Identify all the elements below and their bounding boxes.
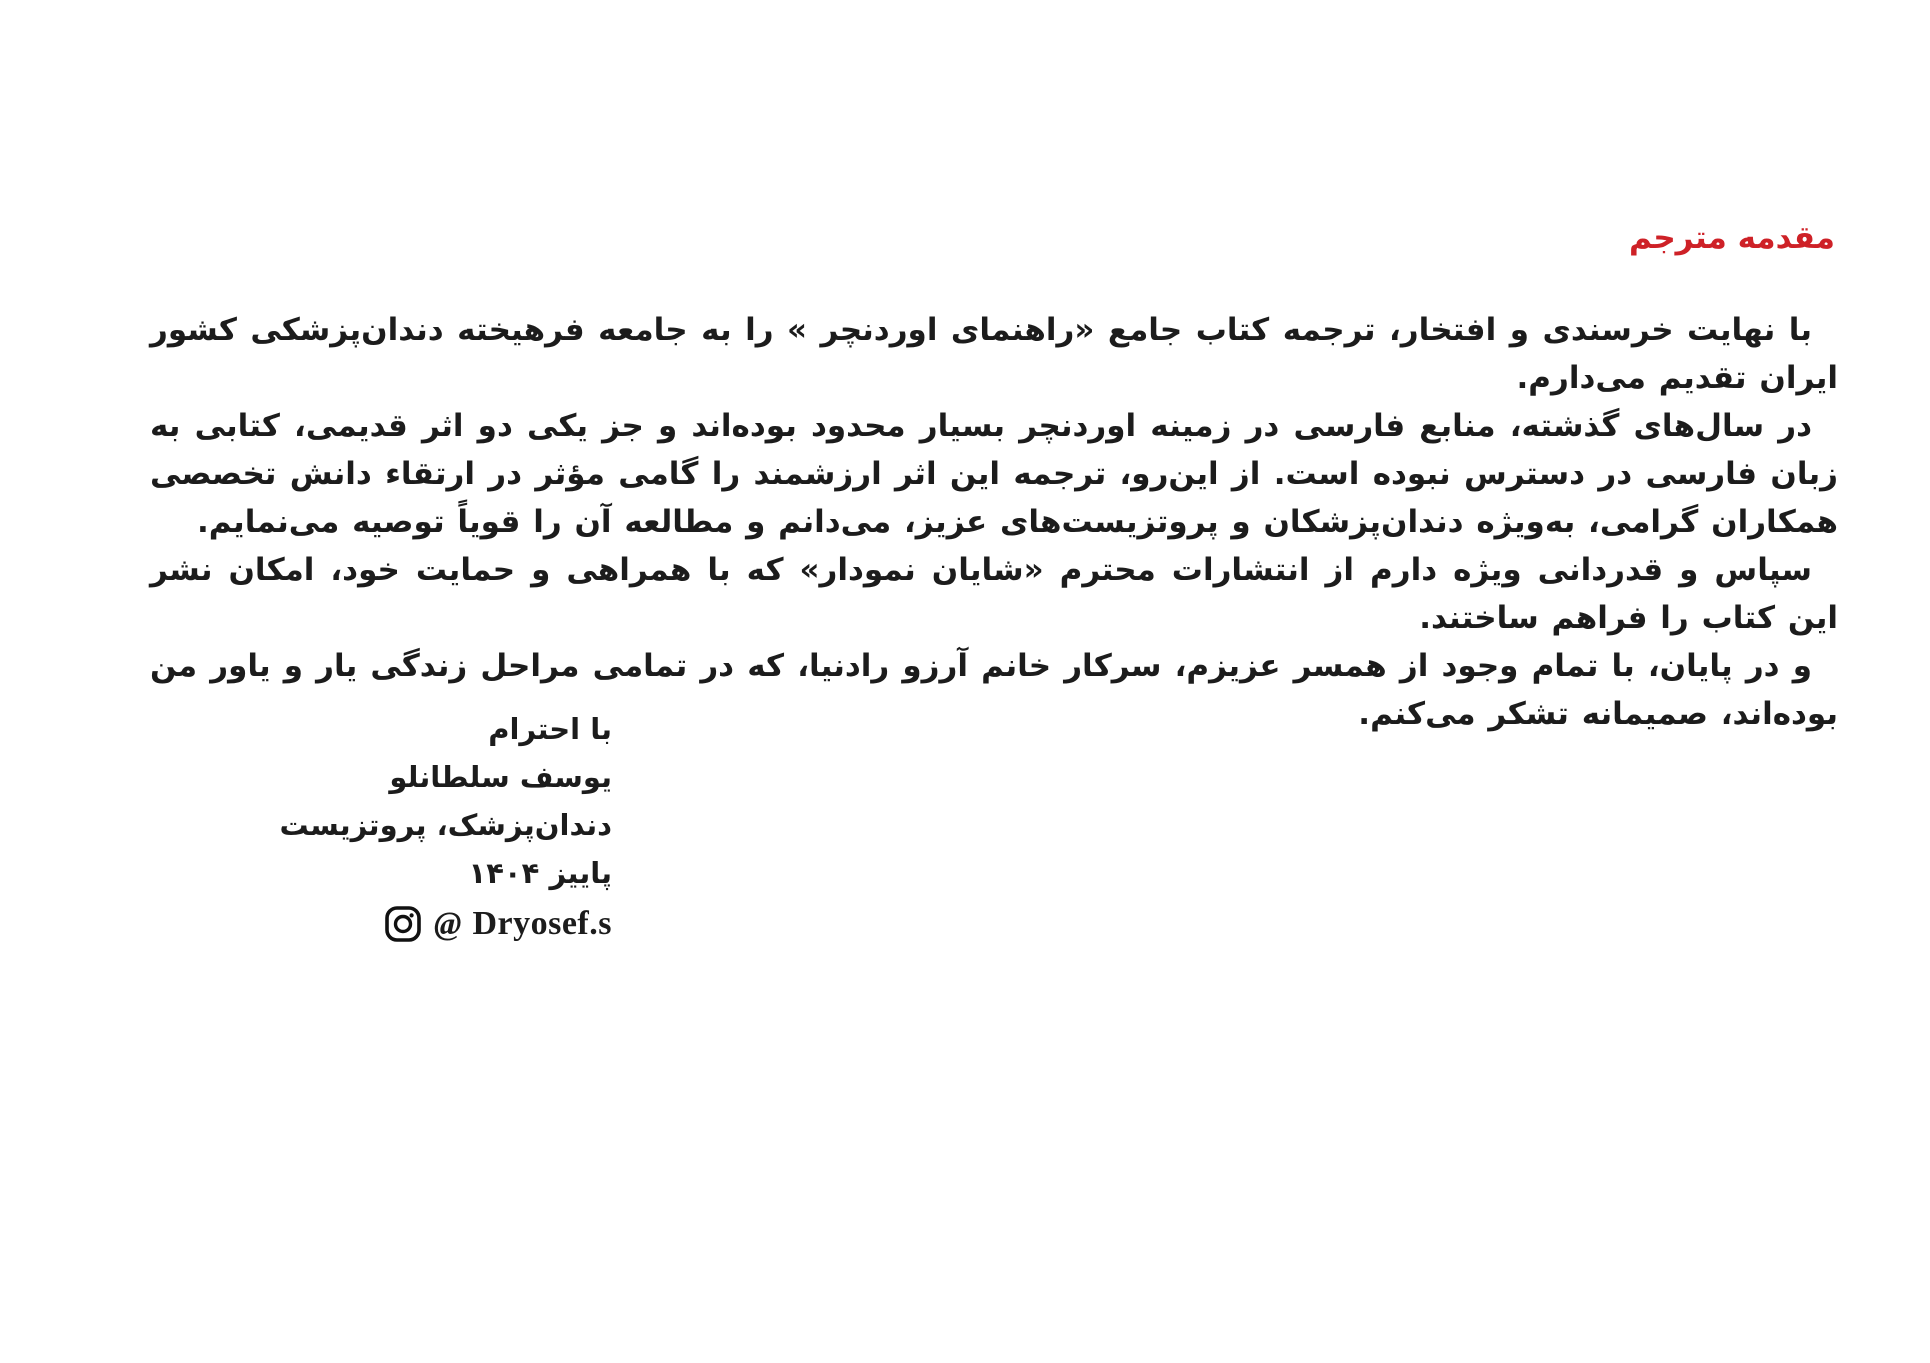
paragraph-background: در سال‌های گذشته، منابع فارسی در زمینه اوردنچر بسیار محدود بوده‌اند و جز یکی دو اثر قدیمی، کتابی به زبان فارسی در دسترس نبوده است. از این‌رو، ترجمه این اثر ارزشمند را گامی مؤثر در ارتقاء دانش تخصصی همکاران گرامی، به‌ویژه دندان‌پزشکان و پروتزیست‌های عزیز، می‌دانم و مطالعه آن را قویاً توصیه می‌نمایم. [150,408,1838,540]
signature-name: یوسف سلطانلو [389,760,612,794]
signature-block [280,712,612,958]
page-title: مقدمه مترجم [1629,220,1835,256]
signature-date: پاییز ۱۴۰۴ [468,856,612,890]
instagram-row [280,904,612,944]
instagram-handle: Dryosef.s [472,905,612,942]
paragraph-family-thanks: و در پایان، با تمام وجود از همسر عزیزم، سرکار خانم آرزو رادنیا، که در تمامی مراحل زندگی یار و یاور من بوده‌اند، صمیمانه تشکر می‌کنم. [150,648,1838,732]
at-symbol: @ [434,906,462,942]
paragraph-dedication: با نهایت خرسندی و افتخار، ترجمه کتاب جامع «راهنمای اوردنچر » را به جامعه فرهیخته دندان‌پزشکی کشور ایران تقدیم می‌دارم. [150,312,1838,396]
paragraph-publisher-thanks: سپاس و قدردانی ویژه دارم از انتشارات محترم «شایان نمودار» که با همراهی و حمایت خود، امکان نشر این کتاب را فراهم ساختند. [150,552,1838,636]
signature-salutation: با احترام [488,712,612,746]
instagram-icon [383,904,423,944]
preface-body [150,306,1838,738]
signature-profession: دندان‌پزشک، پروتزیست [279,808,612,842]
